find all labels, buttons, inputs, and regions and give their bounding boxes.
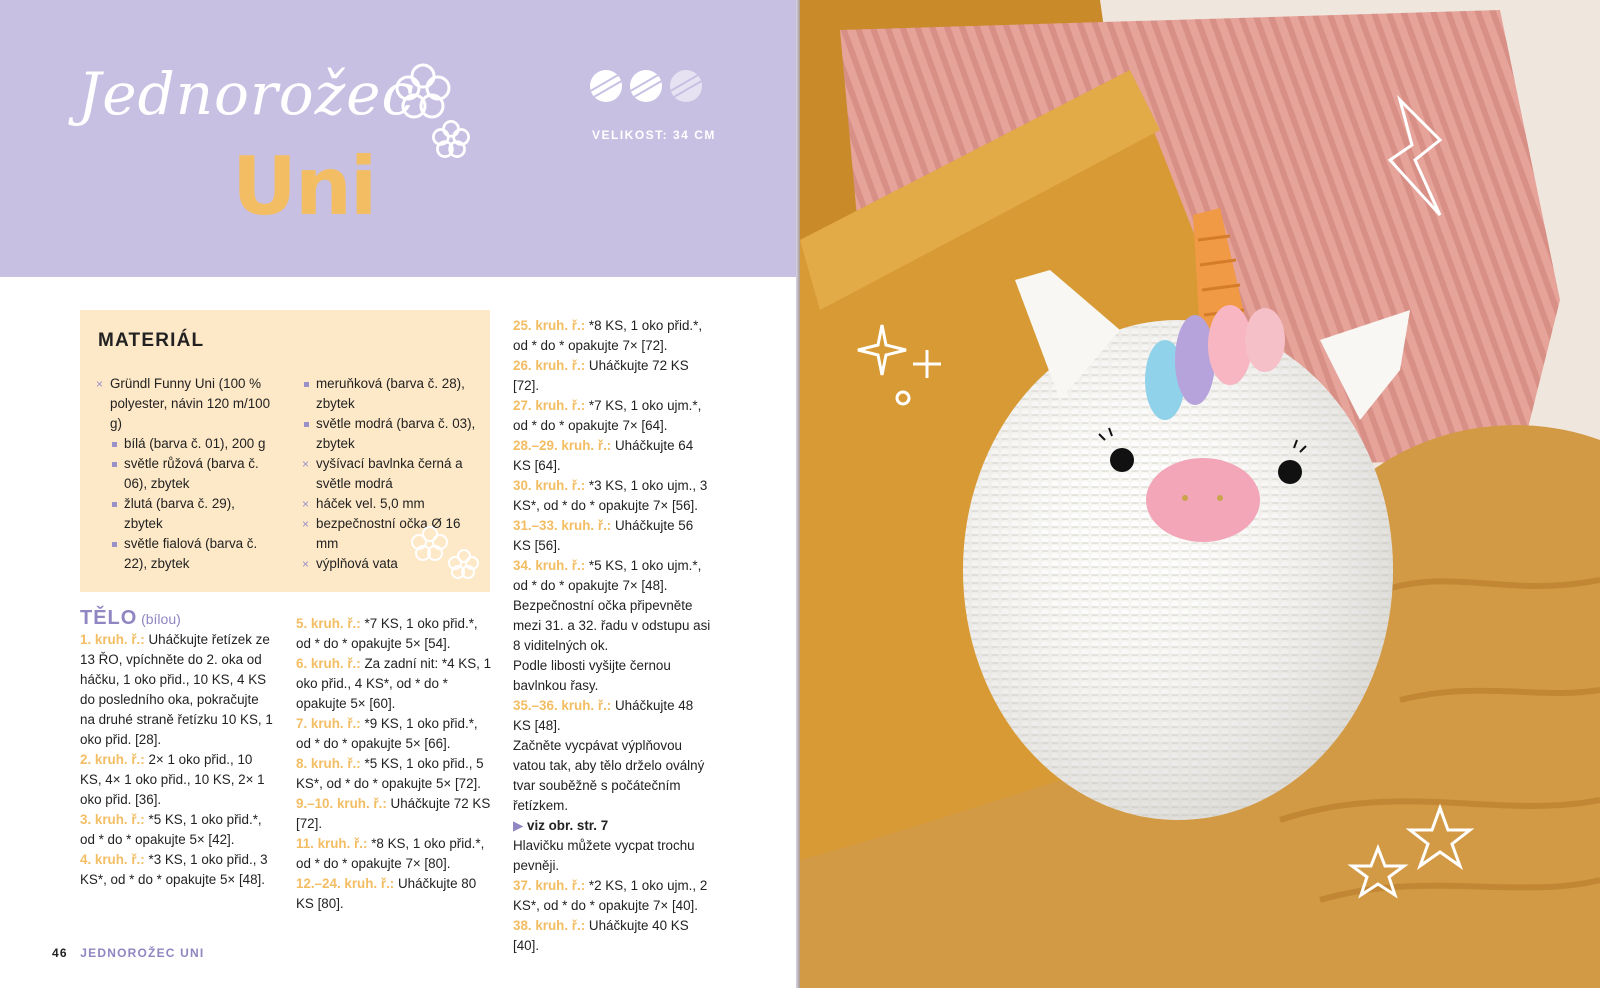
material-item: × háček vel. 5,0 mm: [302, 494, 482, 514]
round-label: 6. kruh. ř.:: [296, 656, 361, 671]
instruction-paragraph: [296, 614, 496, 654]
round-label: 4. kruh. ř.:: [80, 852, 145, 867]
instruction-paragraph: [296, 654, 496, 714]
round-label: 26. kruh. ř.:: [513, 358, 586, 373]
instruction-paragraph: [513, 356, 713, 396]
instruction-text: Uháčkujte 48 KS [48].: [513, 698, 694, 733]
flower-icon: [430, 118, 472, 160]
round-label: 11. kruh. ř.:: [296, 836, 368, 851]
yarn-ball-icon: [630, 70, 662, 102]
instruction-paragraph: [513, 556, 713, 596]
instruction-text: viz obr. str. 7: [527, 818, 609, 833]
size-label: VELIKOST: 34 CM: [592, 128, 716, 142]
instruction-paragraph: [80, 810, 275, 850]
instruction-text: Uháčkujte řetízek ze 13 ŘO, vpíchněte do 2. oka od háčku, 1 oko přid., 10 KS, 4 KS do posledního oka, pokračujte na druhé straně řetízku 10 KS, 1 oko přid. [28].: [80, 632, 273, 747]
round-label: 7. kruh. ř.:: [296, 716, 361, 731]
instruction-paragraph: [513, 816, 713, 836]
instruction-paragraph: [513, 316, 713, 356]
difficulty-rating: [590, 70, 702, 102]
round-label: 34. kruh. ř.:: [513, 558, 586, 573]
instruction-text: Uháčkujte 80 KS [80].: [296, 876, 477, 911]
page-footer: [52, 946, 204, 960]
instruction-text: Hlavičku můžete vycpat trochu pevněji.: [513, 838, 695, 873]
instruction-paragraph: [296, 714, 496, 754]
instruction-text: Bezpečnostní očka připevněte mezi 31. a 32. řadu v odstupu asi 8 viditelných ok.: [513, 598, 711, 653]
instruction-text: *5 KS, 1 oko ujm.*, od * do * opakujte 7× [48].: [513, 558, 702, 593]
instruction-paragraph: [80, 750, 275, 810]
round-label: 25. kruh. ř.:: [513, 318, 586, 333]
material-item: světle růžová (barva č. 06), zbytek: [110, 454, 276, 494]
material-item: × vyšívací bavlnka černá a světle modrá: [302, 454, 482, 494]
material-item: bílá (barva č. 01), 200 g: [110, 434, 276, 454]
instruction-text: *8 KS, 1 oko přid.*, od * do * opakujte 7× [72].: [513, 318, 703, 353]
material-item: × bezpečnostní očka Ø 16 mm: [302, 514, 482, 554]
round-label: 9.–10. kruh. ř.:: [296, 796, 387, 811]
instruction-paragraph: [513, 736, 713, 816]
instruction-text: *2 KS, 1 oko ujm., 2 KS*, od * do * opakujte 7× [40].: [513, 878, 708, 913]
instruction-text: Uháčkujte 56 KS [56].: [513, 518, 694, 553]
page-number: 46: [52, 946, 68, 960]
header-band: [0, 0, 798, 277]
yarn-ball-icon: [590, 70, 622, 102]
arrow-icon: ▶: [513, 818, 528, 833]
title-uni: Uni: [232, 140, 376, 233]
instruction-text: *3 KS, 1 oko ujm., 3 KS*, od * do * opakujte 7× [56].: [513, 478, 708, 513]
instruction-text: *7 KS, 1 oko ujm.*, od * do * opakujte 7× [64].: [513, 398, 702, 433]
material-title: MATERIÁL: [98, 330, 205, 351]
instruction-text: *9 KS, 1 oko přid.*, od * do * opakujte 5× [66].: [296, 716, 478, 751]
left-page: [0, 0, 798, 988]
instruction-paragraph: [513, 836, 713, 876]
instruction-paragraph: [296, 834, 496, 874]
instruction-text: Začněte vycpávat výplňovou vatou tak, aby tělo drželo oválný tvar souběžně s počátečním řetízkem.: [513, 738, 705, 813]
instruction-paragraph: [513, 516, 713, 556]
instruction-paragraph: [513, 696, 713, 736]
instructions-column-3: [513, 316, 713, 956]
round-label: 12.–24. kruh. ř.:: [296, 876, 395, 891]
material-item: × výplňová vata: [302, 554, 482, 574]
round-label: 31.–33. kruh. ř.:: [513, 518, 612, 533]
material-item: meruňková (barva č. 28), zbytek: [302, 374, 482, 414]
instruction-paragraph: [513, 656, 713, 696]
instructions-column-2: [296, 614, 496, 914]
section-heading-telo: TĚLO: [80, 607, 138, 629]
instruction-text: *3 KS, 1 oko přid., 3 KS*, od * do * opakujte 5× [48].: [80, 852, 268, 887]
material-list-1: [96, 374, 276, 574]
instruction-text: Uháčkujte 64 KS [64].: [513, 438, 694, 473]
instruction-paragraph: [513, 916, 713, 956]
round-label: 35.–36. kruh. ř.:: [513, 698, 612, 713]
instruction-text: Podle libosti vyšijte černou bavlnkou řasy.: [513, 658, 671, 693]
flower-icon: [410, 520, 480, 580]
instructions-column-1: [80, 608, 275, 890]
round-label: 27. kruh. ř.:: [513, 398, 586, 413]
instruction-paragraph: [513, 476, 713, 516]
material-item: žlutá (barva č. 29), zbytek: [110, 494, 276, 534]
instruction-text: 2× 1 oko přid., 10 KS, 4× 1 oko přid., 10 KS, 2× 1 oko přid. [36].: [80, 752, 265, 807]
instruction-text: *5 KS, 1 oko přid.*, od * do * opakujte 5× [42].: [80, 812, 262, 847]
instruction-paragraph: [80, 630, 275, 750]
title-script: Jednorožec: [78, 60, 415, 128]
instruction-paragraph: [513, 436, 713, 476]
yarn-ball-icon: [670, 70, 702, 102]
section-subheading: (bílou): [141, 611, 181, 627]
instruction-paragraph: [296, 754, 496, 794]
instruction-text: Uháčkujte 40 KS [40].: [513, 918, 689, 953]
round-label: 5. kruh. ř.:: [296, 616, 361, 631]
instruction-paragraph: [296, 794, 496, 834]
material-box: [80, 310, 490, 592]
round-label: 38. kruh. ř.:: [513, 918, 586, 933]
instruction-paragraph: [513, 876, 713, 916]
round-label: 1. kruh. ř.:: [80, 632, 145, 647]
round-label: 28.–29. kruh. ř.:: [513, 438, 612, 453]
material-item: světle fialová (barva č. 22), zbytek: [110, 534, 276, 574]
flower-icon: [392, 60, 454, 122]
instruction-paragraph: [296, 874, 496, 914]
unicorn-photo: [800, 0, 1600, 988]
instruction-paragraph: [513, 596, 713, 656]
instruction-text: Uháčkujte 72 KS [72].: [513, 358, 689, 393]
round-label: 30. kruh. ř.:: [513, 478, 586, 493]
instruction-text: *5 KS, 1 oko přid., 5 KS*, od * do * opakujte 5× [72].: [296, 756, 484, 791]
right-page-photo: [800, 0, 1600, 988]
material-item: světle modrá (barva č. 03), zbytek: [302, 414, 482, 454]
material-item: × Gründl Funny Uni (100 % polyester, návin 120 m/100 g): [96, 374, 276, 434]
round-label: 37. kruh. ř.:: [513, 878, 586, 893]
instruction-paragraph: [80, 850, 275, 890]
instruction-text: *7 KS, 1 oko přid.*, od * do * opakujte 5× [54].: [296, 616, 478, 651]
round-label: 3. kruh. ř.:: [80, 812, 145, 827]
round-label: 8. kruh. ř.:: [296, 756, 361, 771]
instruction-text: Za zadní nit: *4 KS, 1 oko přid., 4 KS*, od * do * opakujte 5× [60].: [296, 656, 492, 711]
running-title: JEDNOROŽEC UNI: [80, 946, 205, 960]
round-label: 2. kruh. ř.:: [80, 752, 145, 767]
instruction-text: Uháčkujte 72 KS [72].: [296, 796, 491, 831]
instruction-text: *8 KS, 1 oko přid.*, od * do * opakujte 7× [80].: [296, 836, 485, 871]
instruction-paragraph: [513, 396, 713, 436]
